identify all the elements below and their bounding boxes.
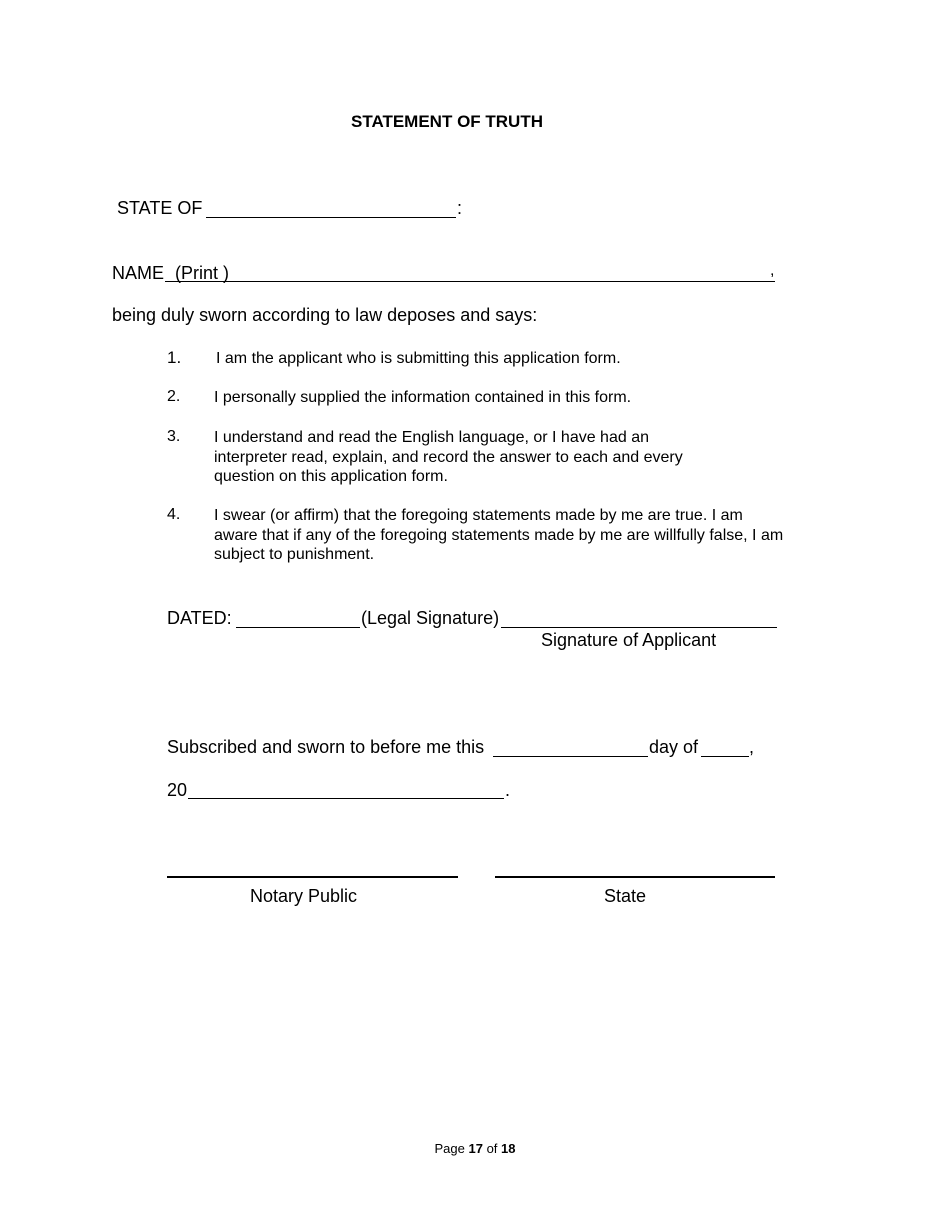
dated-label: DATED: [167,608,232,628]
item-number: 3. [167,428,181,445]
item-number: 1. [167,348,182,367]
item-text: I swear (or affirm) that the foregoing statements made by me are true. I am aware that if any of the foregoing statements made by me are willfully false, I am subject to punishment. [214,507,784,563]
state-caption: State [604,886,647,906]
trailing-comma: , [749,737,755,757]
sworn-month-field[interactable] [701,739,749,757]
legal-signature-label: (Legal Signature) [361,608,500,628]
signature-caption: Signature of Applicant [541,630,717,650]
state-of-field[interactable] [206,200,456,218]
page-current: 17 [468,1141,483,1156]
year-period: . [505,780,511,800]
sworn-statement: being duly sworn according to law deposes and says: [112,305,538,325]
page-footer [0,1141,950,1156]
name-label: NAME [112,263,165,283]
item-text: I am the applicant who is submitting this application form. [216,350,621,367]
item-number: 2. [167,388,181,405]
year-field[interactable] [188,782,504,799]
day-of-text: day of [649,737,699,757]
dated-field[interactable] [236,610,360,628]
subscribed-text: Subscribed and sworn to before me this [167,737,485,757]
signature-field[interactable] [501,610,777,628]
page-word: Page [434,1141,465,1156]
year-prefix: 20 [167,780,188,800]
name-print-hint: (Print ) [175,263,229,283]
sworn-day-field[interactable] [493,739,648,757]
item-text: I understand and read the English language, or I have had an interpreter read, explain, and record the answer to each and every question on this application form. [214,429,683,485]
name-comma: , [770,262,775,279]
page-title: STATEMENT OF TRUTH [350,112,543,131]
state-of-colon: : [457,198,463,218]
notary-state-line[interactable] [495,876,775,878]
name-field[interactable] [165,263,775,282]
state-of-label: STATE OF [117,198,203,218]
notary-signature-line[interactable] [167,876,458,878]
item-number: 4. [167,506,181,523]
item-text: I personally supplied the information contained in this form. [214,389,632,406]
of-word: of [486,1141,498,1156]
notary-caption: Notary Public [250,886,358,906]
page-total: 18 [501,1141,516,1156]
